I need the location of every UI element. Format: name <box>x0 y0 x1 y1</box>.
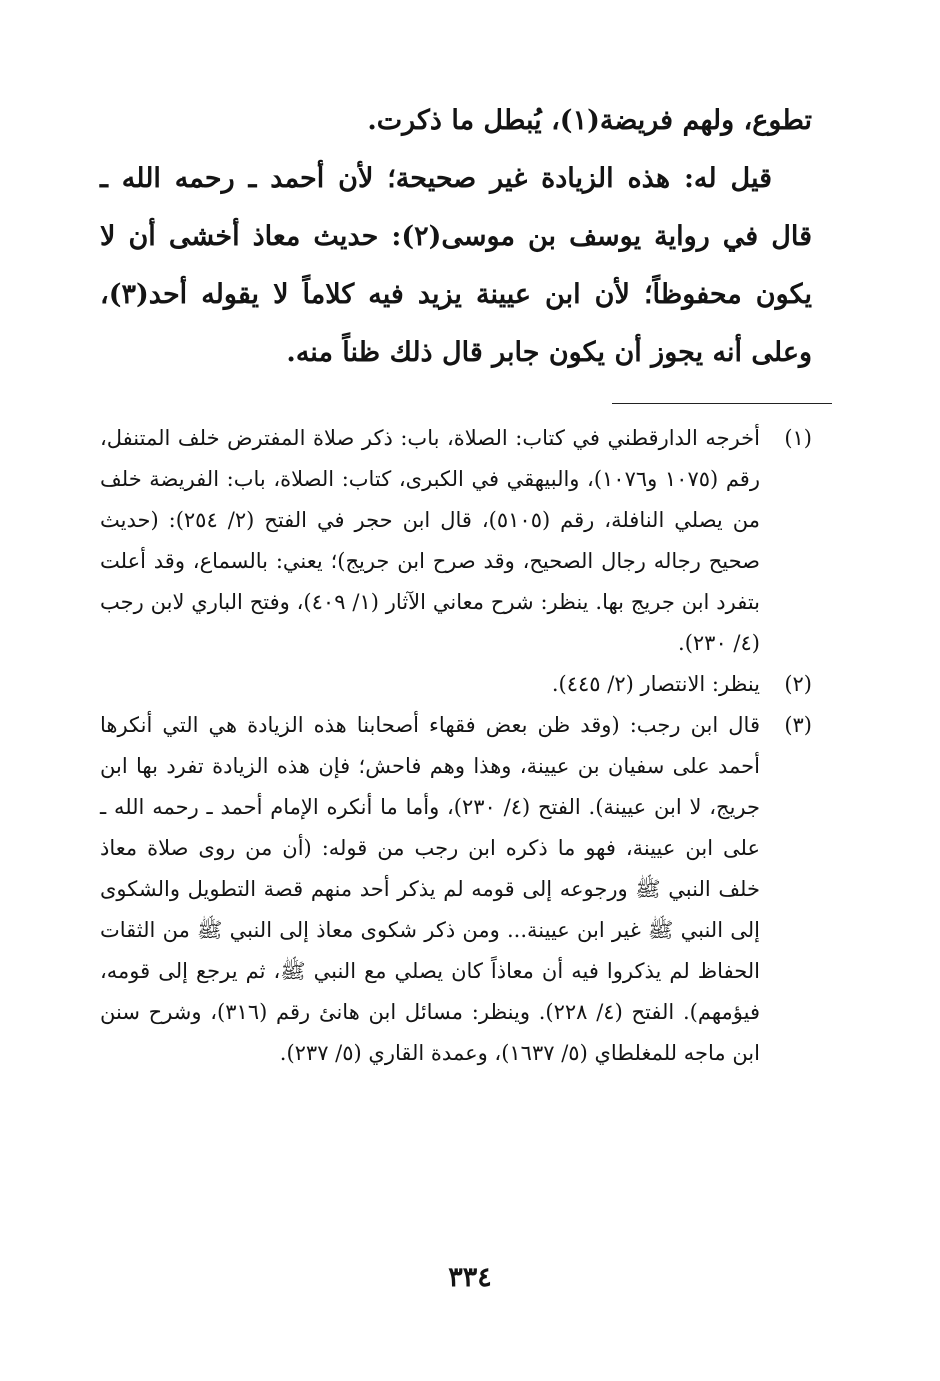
footnotes <box>100 418 812 1074</box>
footnote-number: (١) <box>784 426 812 450</box>
main-text <box>100 92 812 382</box>
footnote-1 <box>100 418 812 664</box>
footnote-2 <box>100 664 812 705</box>
footnote-text: ينظر: الانتصار (٢/ ٤٤٥). <box>551 672 760 696</box>
footnote-text: قال ابن رجب: (وقد ظن بعض فقهاء أصحابنا هذه الزيادة هي التي أنكرها أحمد على سفيان بن عيينة، وهذا وهم فاحش؛ فإن هذه الزيادة تفرد بها ابن جريج، لا ابن عيينة). الفتح (٤/ ٢٣٠)، وأما ما أنكره الإمام أحمد ـ رحمه الله ـ على ابن عيينة، فهو ما ذكره ابن رجب من قوله: (أن من روى صلاة معاذ خلف النبي ﷺ ورجوعه إلى قومه لم يذكر أحد منهم قصة التطويل والشكوى إلى النبي ﷺ غير ابن عيينة... ومن ذكر شكوى معاذ إلى النبي ﷺ من الثقات الحفاظ لم يذكروا فيه أن معاذاً كان يصلي مع النبي ﷺ، ثم يرجع إلى قومه، فيؤمهم). الفتح (٤/ ٢٢٨). وينظر: مسائل ابن هانئ رقم (٣١٦)، وشرح سنن ابن ماجه للمغلطاي (٥/ ١٦٣٧)، وعمدة القاري (٥/ ٢٣٧). <box>100 713 760 1065</box>
page-number: ٣٣٤ <box>448 1262 492 1293</box>
footnote-separator <box>612 403 832 404</box>
footnote-3 <box>100 705 812 1074</box>
main-paragraph-1: تطوع، ولهم فريضة(١)، يُبطل ما ذكرت. <box>367 105 812 136</box>
footnote-text: أخرجه الدارقطني في كتاب: الصلاة، باب: ذكر صلاة المفترض خلف المتنفل، رقم (١٠٧٥ و١٠٧٦)، والبيهقي في الكبرى، كتاب: الصلاة، باب: الفريضة خلف من يصلي النافلة، رقم (٥١٠٥)، قال ابن حجر في الفتح (٢/ ٢٥٤): (حديث صحيح رجاله رجال الصحيح، وقد صرح ابن جريج)؛ يعني: بالسماع، وقد أعلت بتفرد ابن جريج بها. ينظر: شرح معاني الآثار (١/ ٤٠٩)، وفتح الباري لابن رجب (٤/ ٢٣٠). <box>100 426 760 655</box>
footnote-number: (٢) <box>784 672 812 696</box>
footnote-number: (٣) <box>784 713 812 737</box>
main-paragraph-2: قيل له: هذه الزيادة غير صحيحة؛ لأن أحمد ـ رحمه الله ـ قال في رواية يوسف بن موسى(٢): حديث معاذ أخشى أن لا يكون محفوظاً؛ لأن ابن عيينة يزيد فيه كلاماً لا يقوله أحد(٣)، وعلى أنه يجوز أن يكون جابر قال ذلك ظناً منه. <box>100 163 812 368</box>
